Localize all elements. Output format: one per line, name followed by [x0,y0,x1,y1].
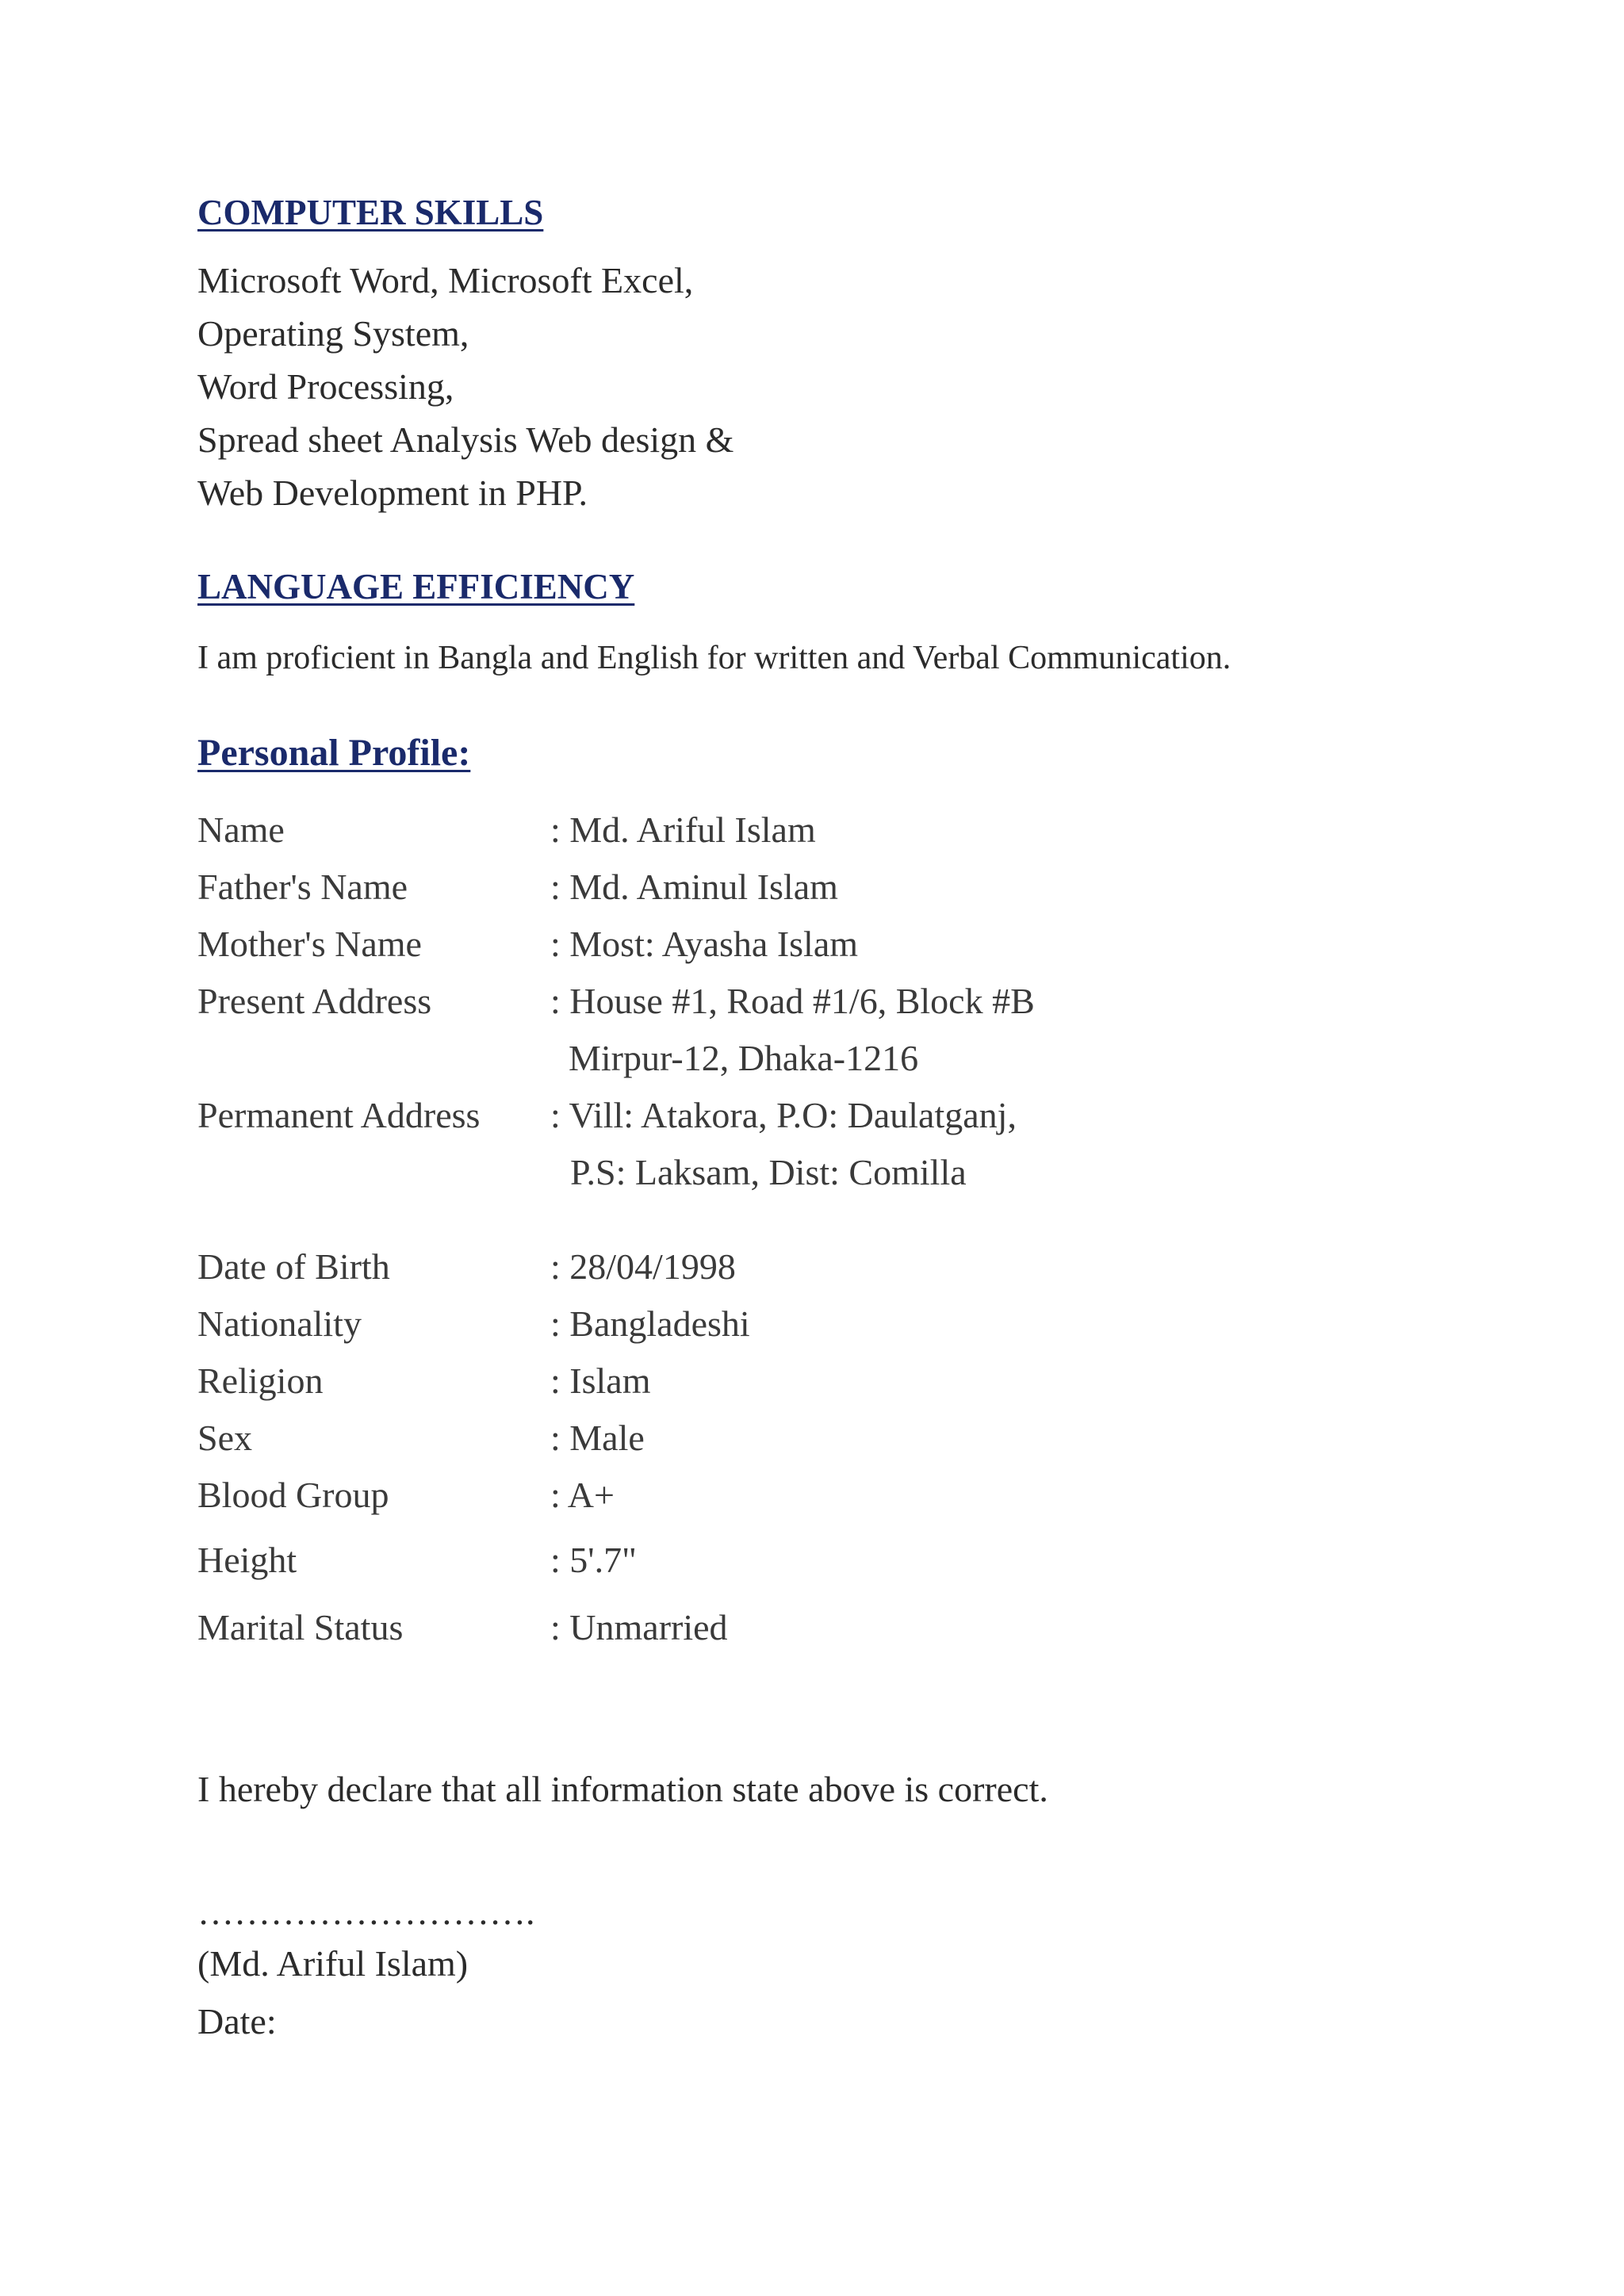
profile-label: Permanent Address [197,1095,481,1135]
profile-label: Marital Status [197,1607,404,1647]
declaration-text: I hereby declare that all information state above is correct. [197,1769,1048,1809]
profile-label: Sex [197,1418,252,1458]
language-text: I am proficient in Bangla and English for written and Verbal Communication. [197,640,1231,676]
profile-value-continued: Mirpur-12, Dhaka-1216 [569,1038,919,1078]
skill-line: Word Processing, [197,366,454,407]
profile-label: Religion [197,1360,324,1401]
skill-line: Web Development in PHP. [197,473,588,513]
profile-label: Height [197,1540,297,1580]
profile-value: : Islam [550,1360,651,1401]
profile-label: Present Address [197,981,432,1021]
profile-value: : Md. Ariful Islam [550,809,816,850]
skill-line: Microsoft Word, Microsoft Excel, [197,260,694,300]
skill-line: Spread sheet Analysis Web design & [197,419,734,460]
computer-skills-list [197,254,733,519]
profile-value: : 28/04/1998 [550,1246,736,1287]
profile-label: Blood Group [197,1475,389,1515]
profile-value: : Male [550,1418,645,1458]
profile-value-continued: P.S: Laksam, Dist: Comilla [570,1152,967,1192]
language-heading: LANGUAGE EFFICIENCY [197,567,635,607]
skill-line: Operating System, [197,313,469,354]
date-label: Date: [197,2001,277,2042]
profile-label: Nationality [197,1303,362,1344]
profile-value: : House #1, Road #1/6, Block #B [550,981,1035,1021]
computer-skills-heading: COMPUTER SKILLS [197,193,544,232]
profile-value: : A+ [550,1475,615,1515]
profile-label: Mother's Name [197,924,422,964]
profile-value: : Unmarried [550,1607,728,1647]
signature-line: ………………………. [197,1892,535,1932]
profile-value: : Md. Aminul Islam [550,867,838,907]
signature-name: (Md. Ariful Islam) [197,1943,469,1984]
profile-value: : Bangladeshi [550,1303,750,1344]
profile-value: : Most: Ayasha Islam [550,924,859,964]
profile-label: Father's Name [197,867,408,907]
profile-label: Date of Birth [197,1246,390,1287]
profile-value: : 5'.7" [550,1540,637,1580]
profile-value: : Vill: Atakora, P.O: Daulatganj, [550,1095,1017,1135]
profile-label: Name [197,809,285,850]
personal-profile-heading: Personal Profile: [197,732,471,774]
